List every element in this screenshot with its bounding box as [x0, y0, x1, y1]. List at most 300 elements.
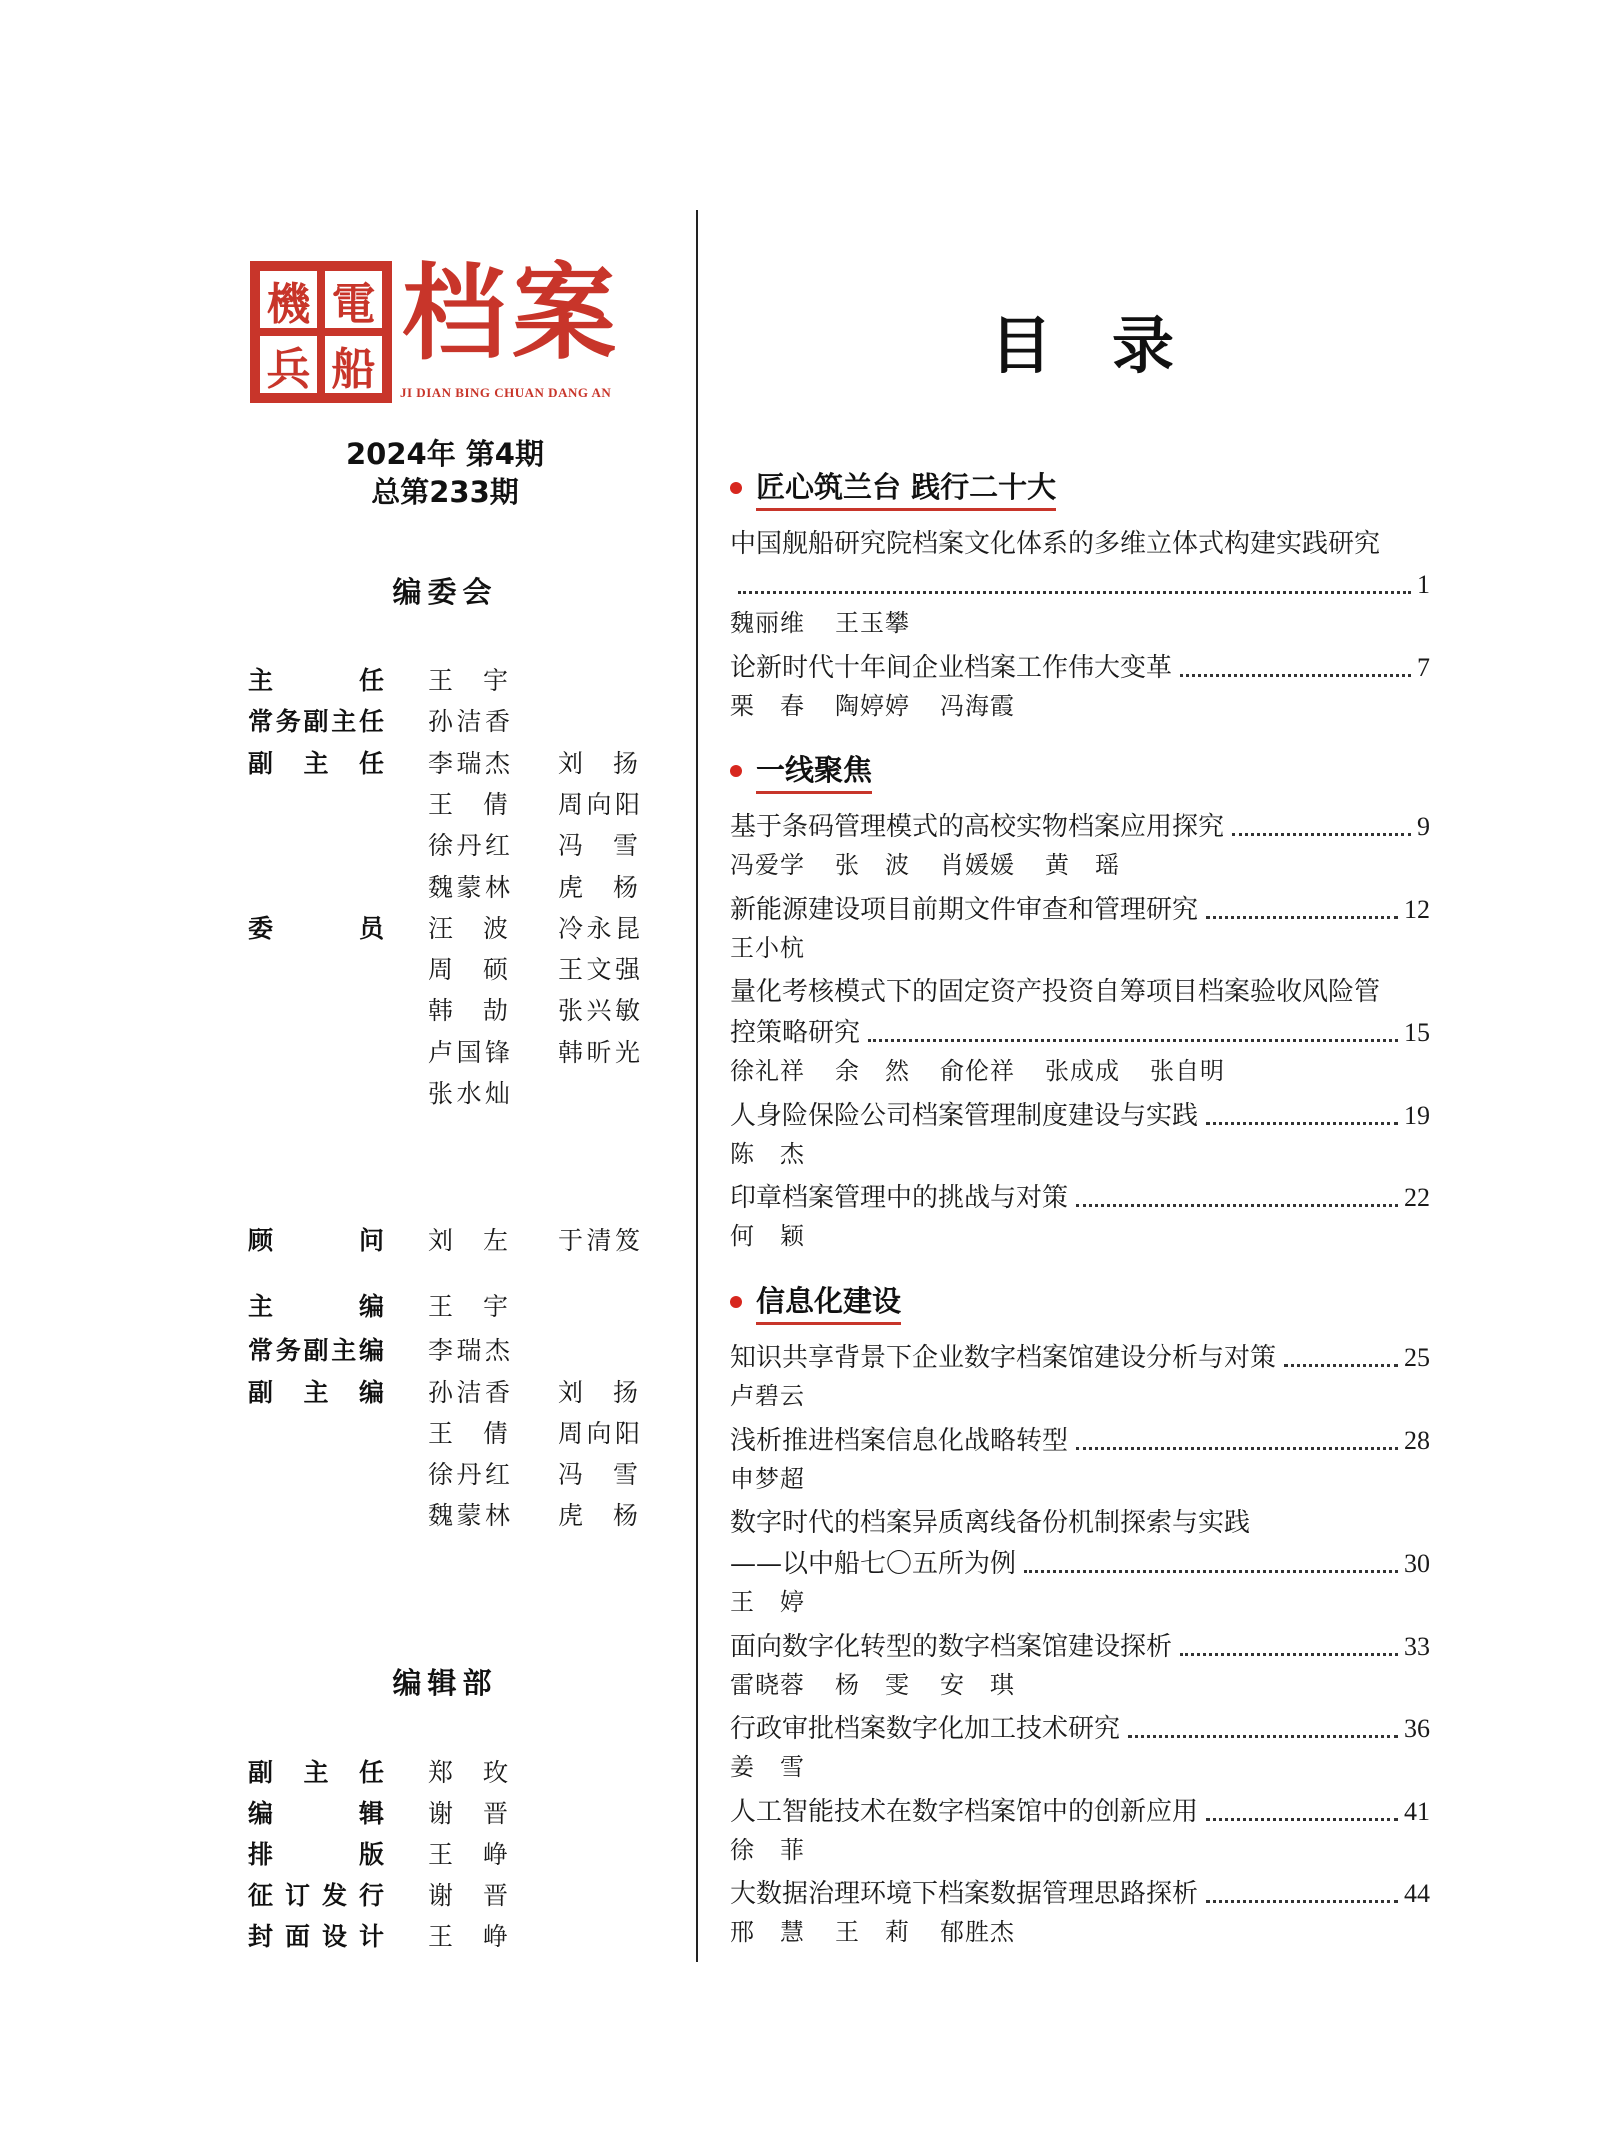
author-name: 王 婷 — [730, 1588, 805, 1616]
toc-entry-title: 知识共享背景下企业数字档案馆建设分析与对策 — [730, 1343, 1277, 1373]
staff-name-char: 波 — [482, 913, 508, 943]
staff-name-char: 杰 — [484, 748, 510, 778]
staff-name-char: 晋 — [482, 1799, 508, 1828]
toc-entry-title: 中国舰船研究院档案文化体系的多维立体式构建实践研究 — [730, 529, 1381, 559]
toc-entry-title: 新能源建设项目前期文件审查和管理研究 — [730, 894, 1199, 925]
staff-name-char: 卢 — [428, 1037, 454, 1067]
dot-leader — [1232, 833, 1411, 836]
author-name: 余 然 — [835, 1057, 910, 1085]
toc-section-heading — [730, 466, 1056, 510]
staff-name — [428, 1919, 508, 1955]
staff-name-char: 王 — [428, 789, 454, 819]
dot-leader — [1206, 1122, 1398, 1125]
staff-role-char: 编 — [358, 1378, 384, 1407]
toc-page-number: 22 — [1404, 1183, 1430, 1212]
staff-role-char: 版 — [358, 1840, 384, 1869]
staff-name — [428, 1878, 508, 1914]
staff-name — [428, 787, 508, 823]
staff-role-char: 委 — [248, 913, 274, 943]
staff-role-char: 征 — [248, 1881, 274, 1910]
seal-logo — [250, 261, 392, 403]
journal-logo — [250, 253, 640, 403]
staff-role-char: 主 — [331, 707, 357, 737]
staff-role — [248, 1919, 384, 1955]
seal-char: 船 — [321, 332, 386, 397]
author-name: 何 颖 — [730, 1222, 805, 1250]
staff-name-char: 韩 — [428, 996, 454, 1026]
staff-name-char: 洁 — [456, 1378, 482, 1407]
staff-name-char: 灿 — [484, 1079, 510, 1108]
staff-name-char: 周 — [558, 1419, 584, 1448]
issue-number: 2024年 第4期 — [346, 437, 544, 471]
staff-name-char: 向 — [586, 1419, 612, 1448]
toc-entry-title-line — [730, 648, 1430, 688]
staff-name — [428, 1035, 510, 1071]
staff-name-char: 刘 — [558, 748, 584, 778]
toc-entry-title-line — [730, 972, 1430, 1012]
toc-entry-title-line — [730, 1013, 1430, 1053]
toc-section-heading — [730, 749, 872, 793]
staff-name — [558, 1375, 638, 1411]
seal-char: 兵 — [256, 332, 321, 397]
staff-name-char: 王 — [558, 955, 584, 985]
toc-page-number: 28 — [1404, 1425, 1430, 1455]
staff-name — [428, 1498, 510, 1534]
staff-role-char: 副 — [303, 707, 329, 737]
toc-entry-title-line — [730, 1338, 1430, 1378]
staff-role — [248, 1796, 384, 1832]
author-name: 安 琪 — [940, 1670, 1015, 1699]
staff-name-char: 林 — [484, 872, 510, 902]
staff-role-char: 任 — [358, 666, 384, 695]
toc-entry-title: 大数据治理环境下档案数据管理思路探析 — [730, 1879, 1199, 1909]
staff-role — [248, 1289, 384, 1325]
staff-name-char: 周 — [428, 955, 454, 985]
toc-entry-title: 浅析推进档案信息化战略转型 — [730, 1425, 1069, 1456]
author-name: 魏丽维 — [730, 609, 805, 637]
staff-name-char: 张 — [558, 996, 584, 1026]
staff-name-char: 阳 — [614, 789, 640, 819]
author-name: 冯海霞 — [940, 691, 1015, 720]
toc-authors — [730, 1053, 1255, 1089]
staff-name-char: 雪 — [612, 831, 638, 861]
toc-entry-title: 数字时代的档案异质离线备份机制探索与实践 — [730, 1508, 1251, 1538]
staff-role-char: 任 — [358, 707, 384, 737]
staff-name-char: 王 — [428, 1840, 454, 1869]
staff-name-char: 林 — [484, 1501, 510, 1530]
staff-name-char: 瑞 — [456, 748, 482, 778]
dot-leader — [1206, 1900, 1398, 1903]
staff-name — [558, 870, 638, 906]
staff-name-char: 昆 — [614, 913, 640, 943]
toc-entry-title: 基于条码管理模式的高校实物档案应用探究 — [730, 812, 1225, 842]
author-name: 冯爱学 — [730, 851, 805, 879]
staff-role-char: 设 — [321, 1922, 347, 1951]
dot-leader — [738, 591, 1411, 594]
staff-name — [428, 952, 508, 988]
staff-name-char: 强 — [614, 955, 640, 985]
author-name: 雷晓蓉 — [730, 1670, 805, 1699]
toc-entry-title: ——以中船七〇五所为例 — [730, 1549, 1017, 1579]
dot-leader — [1128, 1735, 1398, 1738]
staff-role-char: 主 — [331, 1336, 357, 1365]
toc-page-number: 30 — [1404, 1549, 1430, 1578]
staff-name-char: 晋 — [482, 1881, 508, 1910]
staff-name — [428, 746, 510, 782]
staff-name-char: 丹 — [456, 831, 482, 861]
staff-name — [428, 1416, 508, 1452]
staff-name — [558, 1035, 640, 1071]
toc-title: 目录 — [990, 309, 1235, 382]
toc-entry-title-line — [730, 1874, 1430, 1914]
toc-authors — [730, 1584, 835, 1620]
staff-name-char: 王 — [428, 1292, 454, 1321]
staff-role-char: 常 — [248, 1336, 274, 1365]
author-name: 姜 雪 — [730, 1753, 805, 1781]
staff-name-char: 水 — [456, 1079, 482, 1108]
staff-name — [558, 1223, 640, 1259]
staff-name-char: 清 — [586, 1226, 612, 1255]
staff-role-char: 计 — [358, 1922, 384, 1951]
staff-name-char: 敏 — [614, 996, 640, 1026]
staff-name — [428, 1755, 508, 1791]
staff-name-char: 冯 — [558, 831, 584, 861]
staff-name-char: 洁 — [456, 707, 482, 737]
dot-leader — [1076, 1447, 1398, 1450]
staff-name-char: 虎 — [558, 1501, 584, 1530]
toc-authors — [730, 847, 1150, 883]
toc-entry-title-line — [730, 1792, 1430, 1832]
staff-name-char: 孙 — [428, 1378, 454, 1407]
author-name: 王 莉 — [835, 1918, 910, 1946]
staff-role-char: 副 — [303, 1336, 329, 1365]
staff-name-char: 峥 — [482, 1922, 508, 1951]
staff-name-char: 刘 — [428, 1226, 454, 1255]
staff-role-char: 副 — [248, 748, 274, 778]
author-name: 黄 瑶 — [1045, 851, 1120, 879]
dot-leader — [1180, 674, 1411, 677]
staff-name-char: 扬 — [612, 748, 638, 778]
toc-page-number: 36 — [1404, 1714, 1430, 1743]
toc-authors — [730, 605, 940, 641]
staff-name-char: 杨 — [612, 1501, 638, 1530]
staff-name-char: 谢 — [428, 1881, 454, 1910]
staff-role-char: 编 — [358, 1292, 384, 1321]
staff-role — [248, 1223, 384, 1259]
seal-char: 電 — [321, 267, 386, 332]
staff-name-char: 阳 — [614, 1419, 640, 1448]
staff-name-char: 虎 — [558, 872, 584, 902]
staff-name-char: 孙 — [428, 707, 454, 737]
staff-role-char: 面 — [284, 1922, 310, 1951]
dot-leader — [868, 1039, 1398, 1042]
staff-name — [428, 1457, 510, 1493]
staff-role — [248, 1333, 384, 1369]
staff-name-char: 笈 — [614, 1226, 640, 1255]
staff-name-char: 雪 — [612, 1460, 638, 1489]
author-name: 张 波 — [835, 851, 910, 879]
staff-name-char: 光 — [614, 1037, 640, 1067]
toc-entry-title-line — [730, 890, 1430, 930]
staff-name-char: 王 — [428, 666, 454, 695]
staff-name-char: 兴 — [586, 996, 612, 1026]
author-name: 肖媛媛 — [940, 851, 1015, 879]
staff-name-char: 周 — [558, 789, 584, 819]
staff-name — [428, 1796, 508, 1832]
staff-name-char: 锋 — [484, 1037, 510, 1067]
brand-pinyin: JI DIAN BING CHUAN DANG AN — [400, 385, 612, 400]
toc-entry-title-line — [730, 1627, 1430, 1667]
toc-authors — [730, 688, 1045, 724]
staff-name-char: 冷 — [558, 913, 584, 943]
staff-name — [428, 911, 508, 947]
author-name: 俞伦祥 — [940, 1057, 1015, 1085]
staff-name-char: 国 — [456, 1037, 482, 1067]
toc-section-label: 一线聚焦 — [756, 748, 872, 794]
toc-entry-title-line — [730, 1709, 1430, 1749]
toc-page-number: 25 — [1404, 1343, 1430, 1372]
toc-authors — [730, 1667, 1045, 1703]
dot-leader — [1284, 1364, 1398, 1367]
toc-entry-title-line — [730, 565, 1430, 605]
staff-name — [428, 1223, 508, 1259]
bullet-dot-icon — [730, 765, 742, 777]
staff-role-char: 行 — [358, 1881, 384, 1910]
issue-total: 总第233期 — [371, 475, 519, 509]
bullet-dot-icon — [730, 1296, 742, 1308]
staff-role-char: 封 — [248, 1922, 274, 1951]
toc-section-label: 信息化建设 — [756, 1279, 901, 1325]
toc-authors — [730, 1461, 835, 1497]
staff-name-char: 宇 — [482, 666, 508, 695]
staff-name-char: 魏 — [428, 872, 454, 902]
author-name: 陈 杰 — [730, 1139, 805, 1168]
toc-entry-title-line — [730, 1096, 1430, 1136]
staff-name — [558, 1457, 638, 1493]
staff-name — [428, 1076, 510, 1112]
staff-name-char: 蒙 — [456, 1501, 482, 1530]
staff-name-char: 红 — [484, 1460, 510, 1489]
staff-role — [248, 746, 384, 782]
staff-role-char: 主 — [303, 1378, 329, 1407]
staff-name-char: 红 — [484, 831, 510, 861]
staff-role-char: 订 — [284, 1881, 310, 1910]
staff-name-char: 丹 — [456, 1460, 482, 1489]
toc-authors — [730, 1832, 835, 1868]
seal-char: 機 — [256, 267, 321, 332]
toc-authors — [730, 930, 835, 966]
toc-page-number: 7 — [1417, 652, 1430, 682]
editorial-board-heading: 编委会 — [392, 575, 498, 609]
toc-entry-title-line — [730, 1544, 1430, 1584]
dot-leader — [1024, 1570, 1398, 1573]
staff-name-char: 王 — [428, 1419, 454, 1448]
staff-name-char: 香 — [484, 707, 510, 737]
staff-role-char: 任 — [358, 748, 384, 778]
staff-name-char: 徐 — [428, 831, 454, 861]
toc-page-number: 33 — [1404, 1631, 1430, 1661]
staff-role — [248, 1755, 384, 1791]
staff-name-char: 王 — [428, 1922, 454, 1951]
staff-name-char: 冯 — [558, 1460, 584, 1489]
staff-name-char: 向 — [586, 789, 612, 819]
author-name: 王小杭 — [730, 933, 805, 962]
toc-authors — [730, 1136, 835, 1172]
staff-role — [248, 1375, 384, 1411]
toc-entry-title: 行政审批档案数字化加工技术研究 — [730, 1714, 1121, 1744]
toc-page-number: 12 — [1404, 894, 1430, 924]
author-name: 王玉攀 — [835, 609, 910, 637]
toc-page-number: 19 — [1404, 1100, 1430, 1130]
author-name: 邢 慧 — [730, 1918, 805, 1946]
staff-role-char: 务 — [275, 707, 301, 737]
staff-role — [248, 911, 384, 947]
staff-name — [558, 952, 640, 988]
toc-section-label: 匠心筑兰台 践行二十大 — [756, 465, 1056, 511]
dot-leader — [1206, 916, 1398, 919]
staff-role-char: 副 — [248, 1758, 274, 1787]
staff-name — [428, 993, 508, 1029]
staff-name-char: 杨 — [612, 872, 638, 902]
staff-name — [428, 1837, 508, 1873]
staff-role — [248, 704, 384, 740]
author-name: 杨 雯 — [835, 1670, 910, 1699]
author-name: 徐 菲 — [730, 1835, 805, 1864]
staff-role-char: 发 — [321, 1881, 347, 1910]
dot-leader — [1206, 1818, 1398, 1821]
toc-entry-title: 印章档案管理中的挑战与对策 — [730, 1183, 1069, 1213]
staff-name-char: 左 — [482, 1226, 508, 1255]
author-name: 栗 春 — [730, 691, 805, 720]
staff-name-char: 扬 — [612, 1378, 638, 1407]
staff-name-char: 魏 — [428, 1501, 454, 1530]
toc-entry-title-line — [730, 1178, 1430, 1218]
staff-name-char: 刘 — [558, 1378, 584, 1407]
dot-leader — [1180, 1653, 1398, 1656]
toc-section-heading — [730, 1280, 901, 1324]
staff-name-char: 李 — [428, 748, 454, 778]
toc-entry-title-line — [730, 807, 1430, 847]
staff-name-char: 杰 — [484, 1336, 510, 1365]
brand-calligraphy: 档案 — [402, 251, 623, 374]
staff-name — [558, 1498, 638, 1534]
staff-name — [428, 828, 510, 864]
staff-role-char: 问 — [358, 1226, 384, 1255]
staff-name-char: 谢 — [428, 1799, 454, 1828]
toc-entry-title: 面向数字化转型的数字档案馆建设探析 — [730, 1631, 1173, 1662]
staff-role-char: 员 — [358, 913, 384, 943]
staff-name-char: 文 — [586, 955, 612, 985]
staff-name — [428, 1333, 510, 1369]
author-name: 申梦超 — [730, 1464, 805, 1493]
staff-name-char: 韩 — [558, 1037, 584, 1067]
staff-name — [428, 1375, 510, 1411]
toc-entry-title: 人身险保险公司档案管理制度建设与实践 — [730, 1100, 1199, 1131]
staff-role-char: 主 — [303, 1758, 329, 1787]
toc-page-number: 1 — [1417, 570, 1430, 599]
author-name: 张成成 — [1045, 1057, 1120, 1085]
bullet-dot-icon — [730, 482, 742, 494]
toc-entry-title-line — [730, 524, 1430, 564]
toc-page-number: 9 — [1417, 812, 1430, 841]
dot-leader — [1076, 1204, 1398, 1207]
staff-name — [558, 911, 640, 947]
staff-name — [428, 1289, 508, 1325]
staff-name — [428, 704, 510, 740]
toc-authors — [730, 1914, 1045, 1950]
staff-role-char: 编 — [248, 1799, 274, 1828]
toc-authors — [730, 1378, 835, 1414]
staff-name-char: 玫 — [482, 1758, 508, 1787]
staff-name-char: 宇 — [482, 1292, 508, 1321]
staff-name — [558, 828, 638, 864]
staff-name — [558, 993, 640, 1029]
toc-authors — [730, 1218, 835, 1254]
author-name: 张自明 — [1150, 1057, 1225, 1085]
staff-role — [248, 1878, 384, 1914]
toc-entry-title-line — [730, 1421, 1430, 1461]
staff-name-char: 永 — [586, 913, 612, 943]
staff-role-char: 任 — [358, 1758, 384, 1787]
staff-name-char: 倩 — [482, 1419, 508, 1448]
staff-name — [558, 1416, 640, 1452]
staff-role-char: 主 — [248, 1292, 274, 1321]
staff-name — [558, 746, 638, 782]
staff-name-char: 昕 — [586, 1037, 612, 1067]
staff-role-char: 辑 — [358, 1799, 384, 1828]
staff-name — [428, 870, 510, 906]
staff-name-char: 于 — [558, 1226, 584, 1255]
staff-name-char: 汪 — [428, 913, 454, 943]
author-name: 郁胜杰 — [940, 1918, 1015, 1946]
staff-name-char: 张 — [428, 1079, 454, 1108]
toc-authors — [730, 1749, 835, 1785]
staff-role — [248, 1837, 384, 1873]
author-name: 徐礼祥 — [730, 1057, 805, 1085]
toc-entry-title: 论新时代十年间企业档案工作伟大变革 — [730, 652, 1173, 683]
staff-role-char: 编 — [358, 1336, 384, 1365]
staff-name-char: 倩 — [482, 789, 508, 819]
staff-name-char: 徐 — [428, 1460, 454, 1489]
staff-role-char: 常 — [248, 707, 274, 737]
staff-name-char: 蒙 — [456, 872, 482, 902]
staff-role — [248, 663, 384, 699]
staff-name-char: 瑞 — [456, 1336, 482, 1365]
staff-name-char: 劼 — [482, 996, 508, 1026]
author-name: 卢碧云 — [730, 1382, 805, 1410]
toc-entry-title: 量化考核模式下的固定资产投资自筹项目档案验收风险管 — [730, 977, 1381, 1007]
toc-page-number: 44 — [1404, 1879, 1430, 1908]
toc-entry-title: 人工智能技术在数字档案馆中的创新应用 — [730, 1796, 1199, 1827]
staff-role-char: 顾 — [248, 1226, 274, 1255]
toc-entry-title: 控策略研究 — [730, 1018, 861, 1048]
toc-page-number: 15 — [1404, 1018, 1430, 1047]
staff-name-char: 香 — [484, 1378, 510, 1407]
staff-name-char: 硕 — [482, 955, 508, 985]
staff-role-char: 务 — [275, 1336, 301, 1365]
staff-name-char: 峥 — [482, 1840, 508, 1869]
toc-entry-title-line — [730, 1503, 1430, 1543]
staff-name — [428, 663, 508, 699]
column-divider — [696, 210, 698, 1962]
toc-page-number: 41 — [1404, 1796, 1430, 1826]
staff-role-char: 主 — [248, 666, 274, 695]
editorial-dept-heading: 编辑部 — [392, 1666, 498, 1700]
staff-name-char: 李 — [428, 1336, 454, 1365]
author-name: 陶婷婷 — [835, 691, 910, 720]
staff-name — [558, 787, 640, 823]
staff-role-char: 主 — [303, 748, 329, 778]
